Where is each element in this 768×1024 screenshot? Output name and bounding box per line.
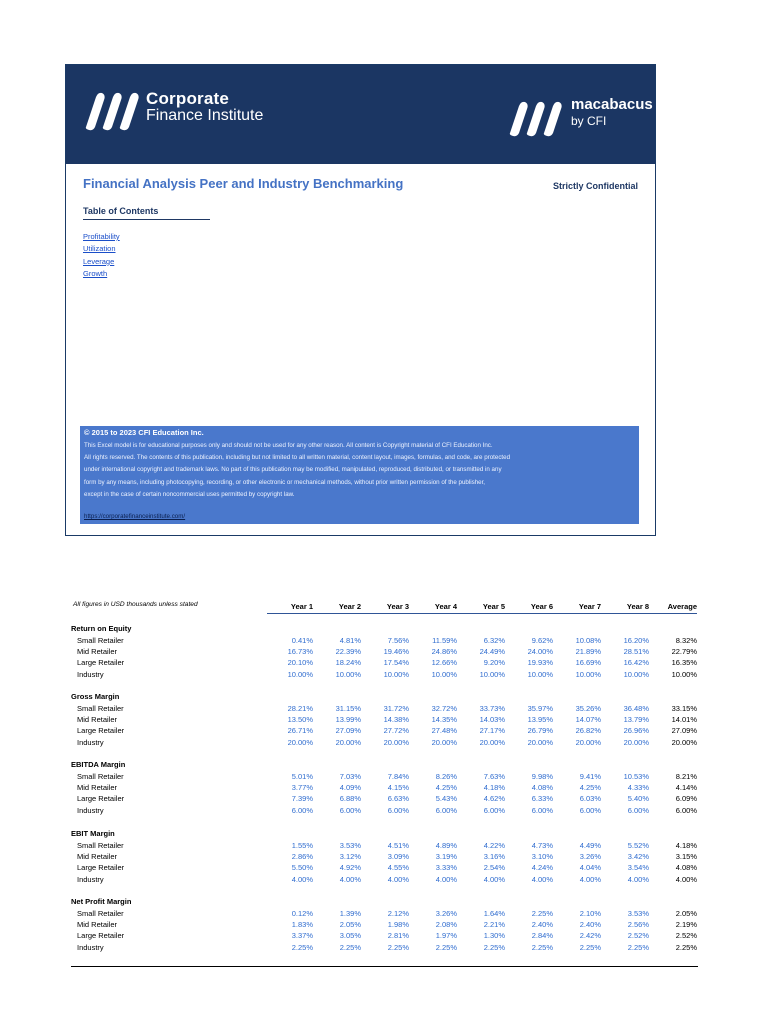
- value-cell: 14.03%: [479, 714, 505, 724]
- row-label: Small Retailer: [77, 908, 124, 918]
- value-cell: 24.49%: [479, 646, 505, 656]
- row-label: Small Retailer: [77, 703, 124, 713]
- value-cell: 26.71%: [287, 726, 313, 736]
- value-cell: 5.43%: [435, 794, 457, 804]
- value-cell: 4.00%: [627, 874, 649, 884]
- section-title: EBITDA Margin: [71, 760, 126, 769]
- column-header: Year 3: [386, 602, 409, 611]
- average-cell: 8.21%: [675, 771, 697, 781]
- column-header: Year 1: [290, 602, 313, 611]
- value-cell: 26.96%: [623, 726, 649, 736]
- value-cell: 18.24%: [335, 658, 361, 668]
- average-cell: 2.05%: [675, 908, 697, 918]
- value-cell: 3.54%: [627, 863, 649, 873]
- row-label: Industry: [77, 942, 104, 952]
- value-cell: 4.92%: [339, 863, 361, 873]
- value-cell: 28.51%: [623, 646, 649, 656]
- value-cell: 10.00%: [335, 669, 361, 679]
- value-cell: 33.73%: [479, 703, 505, 713]
- value-cell: 6.00%: [387, 805, 409, 815]
- value-cell: 27.17%: [479, 726, 505, 736]
- value-cell: 26.79%: [527, 726, 553, 736]
- column-header: Year 8: [626, 602, 649, 611]
- table-row: [71, 636, 698, 647]
- value-cell: 4.51%: [387, 840, 409, 850]
- value-cell: 20.00%: [287, 737, 313, 747]
- average-cell: 2.19%: [675, 919, 697, 929]
- value-cell: 6.63%: [387, 794, 409, 804]
- toc-title: Table of Contents: [83, 206, 210, 220]
- value-cell: 1.98%: [387, 919, 409, 929]
- value-cell: 22.39%: [335, 646, 361, 656]
- value-cell: 0.41%: [291, 635, 313, 645]
- average-cell: 27.09%: [671, 726, 697, 736]
- value-cell: 1.97%: [435, 931, 457, 941]
- cfi-logo-icon: [82, 87, 142, 133]
- average-cell: 22.79%: [671, 646, 697, 656]
- table-row: [71, 647, 698, 658]
- table-row: [71, 772, 698, 783]
- value-cell: 2.52%: [627, 931, 649, 941]
- average-cell: 6.09%: [675, 794, 697, 804]
- value-cell: 9.98%: [531, 771, 553, 781]
- value-cell: 14.35%: [431, 714, 457, 724]
- value-cell: 6.00%: [291, 805, 313, 815]
- value-cell: 3.42%: [627, 851, 649, 861]
- legal-line: except in the case of certain noncommercial uses permitted by copyright law.: [84, 490, 295, 498]
- value-cell: 9.20%: [483, 658, 505, 668]
- section-title: Gross Margin: [71, 692, 120, 701]
- table-row: [71, 841, 698, 852]
- value-cell: 4.33%: [627, 782, 649, 792]
- value-cell: 31.72%: [383, 703, 409, 713]
- row-label: Industry: [77, 874, 104, 884]
- value-cell: 10.00%: [575, 669, 601, 679]
- value-cell: 3.19%: [435, 851, 457, 861]
- value-cell: 5.40%: [627, 794, 649, 804]
- row-label: Industry: [77, 805, 104, 815]
- row-label: Large Retailer: [77, 863, 125, 873]
- value-cell: 4.18%: [483, 782, 505, 792]
- cfi-name-line2: Finance Institute: [146, 107, 264, 124]
- average-cell: 10.00%: [671, 669, 697, 679]
- value-cell: 4.81%: [339, 635, 361, 645]
- value-cell: 6.33%: [531, 794, 553, 804]
- value-cell: 5.50%: [291, 863, 313, 873]
- value-cell: 7.03%: [339, 771, 361, 781]
- average-cell: 2.52%: [675, 931, 697, 941]
- units-note: All figures in USD thousands unless stated: [73, 601, 198, 608]
- row-label: Mid Retailer: [77, 919, 118, 929]
- table-row: [71, 704, 698, 715]
- legal-line: All rights reserved. The contents of this publication, including but not limited to all written material, content layout, images, formulas, and code, are protected: [84, 454, 511, 462]
- value-cell: 20.00%: [431, 737, 457, 747]
- value-cell: 6.00%: [483, 805, 505, 815]
- value-cell: 9.41%: [579, 771, 601, 781]
- row-label: Large Retailer: [77, 726, 125, 736]
- row-label: Mid Retailer: [77, 646, 118, 656]
- value-cell: 20.00%: [623, 737, 649, 747]
- value-cell: 4.00%: [579, 874, 601, 884]
- value-cell: 2.25%: [387, 942, 409, 952]
- row-label: Large Retailer: [77, 794, 125, 804]
- value-cell: 9.62%: [531, 635, 553, 645]
- average-cell: 33.15%: [671, 703, 697, 713]
- value-cell: 3.16%: [483, 851, 505, 861]
- value-cell: 4.00%: [387, 874, 409, 884]
- column-header-row: [267, 601, 697, 614]
- table-row: [71, 863, 698, 874]
- average-cell: 20.00%: [671, 737, 697, 747]
- row-label: Small Retailer: [77, 635, 124, 645]
- legal-line: form by any means, including photocopying, recording, or other electronic or mechanical methods, without prior written permission of the publisher,: [84, 478, 486, 486]
- legal-line: This Excel model is for educational purposes only and should not be used for any other reason. All content is Copyright material of CFI Education Inc.: [84, 442, 493, 449]
- row-label: Mid Retailer: [77, 851, 118, 861]
- confidential-label: Strictly Confidential: [552, 181, 638, 191]
- value-cell: 2.25%: [435, 942, 457, 952]
- value-cell: 3.09%: [387, 851, 409, 861]
- row-label: Small Retailer: [77, 771, 124, 781]
- value-cell: 2.54%: [483, 863, 505, 873]
- value-cell: 35.26%: [575, 703, 601, 713]
- row-label: Large Retailer: [77, 931, 125, 941]
- value-cell: 16.20%: [623, 635, 649, 645]
- value-cell: 2.21%: [483, 919, 505, 929]
- value-cell: 5.01%: [291, 771, 313, 781]
- value-cell: 21.89%: [575, 646, 601, 656]
- value-cell: 6.03%: [579, 794, 601, 804]
- table-row: [71, 783, 698, 794]
- row-label: Mid Retailer: [77, 782, 118, 792]
- row-label: Large Retailer: [77, 658, 125, 668]
- value-cell: 13.50%: [287, 714, 313, 724]
- value-cell: 7.56%: [387, 635, 409, 645]
- value-cell: 2.81%: [387, 931, 409, 941]
- header-banner: [66, 65, 655, 164]
- value-cell: 10.00%: [287, 669, 313, 679]
- average-cell: 4.00%: [675, 874, 697, 884]
- value-cell: 4.25%: [435, 782, 457, 792]
- value-cell: 4.62%: [483, 794, 505, 804]
- value-cell: 27.72%: [383, 726, 409, 736]
- value-cell: 16.69%: [575, 658, 601, 668]
- table-row: [71, 875, 698, 886]
- value-cell: 1.30%: [483, 931, 505, 941]
- cover-page: [65, 64, 656, 536]
- value-cell: 4.00%: [483, 874, 505, 884]
- value-cell: 4.00%: [531, 874, 553, 884]
- value-cell: 19.46%: [383, 646, 409, 656]
- value-cell: 2.40%: [579, 919, 601, 929]
- value-cell: 7.39%: [291, 794, 313, 804]
- value-cell: 3.53%: [627, 908, 649, 918]
- value-cell: 1.64%: [483, 908, 505, 918]
- value-cell: 20.00%: [383, 737, 409, 747]
- table-row: [71, 794, 698, 805]
- value-cell: 10.00%: [431, 669, 457, 679]
- value-cell: 3.26%: [579, 851, 601, 861]
- column-header: Year 4: [434, 602, 457, 611]
- value-cell: 1.83%: [291, 919, 313, 929]
- value-cell: 14.07%: [575, 714, 601, 724]
- value-cell: 20.00%: [527, 737, 553, 747]
- table-row: [71, 806, 698, 817]
- value-cell: 10.00%: [623, 669, 649, 679]
- value-cell: 4.89%: [435, 840, 457, 850]
- value-cell: 1.55%: [291, 840, 313, 850]
- value-cell: 24.00%: [527, 646, 553, 656]
- table-row: [71, 738, 698, 749]
- macabacus-logo-icon: [508, 97, 568, 137]
- cfi-name-line1: Corporate: [146, 89, 230, 108]
- table-row: [71, 670, 698, 681]
- value-cell: 20.00%: [575, 737, 601, 747]
- macabacus-name: macabacus: [571, 96, 653, 113]
- document-title: Financial Analysis Peer and Industry Benchmarking: [83, 176, 404, 191]
- value-cell: 10.00%: [527, 669, 553, 679]
- value-cell: 4.00%: [291, 874, 313, 884]
- value-cell: 28.21%: [287, 703, 313, 713]
- value-cell: 2.25%: [483, 942, 505, 952]
- value-cell: 2.12%: [387, 908, 409, 918]
- value-cell: 2.08%: [435, 919, 457, 929]
- value-cell: 2.25%: [291, 942, 313, 952]
- value-cell: 6.32%: [483, 635, 505, 645]
- average-cell: 6.00%: [675, 805, 697, 815]
- legal-text: [84, 440, 634, 501]
- average-cell: 16.35%: [671, 658, 697, 668]
- value-cell: 24.86%: [431, 646, 457, 656]
- section-title: EBIT Margin: [71, 829, 115, 838]
- toc-link-leverage[interactable]: Leverage: [83, 256, 115, 266]
- value-cell: 4.73%: [531, 840, 553, 850]
- value-cell: 32.72%: [431, 703, 457, 713]
- column-header: Average: [667, 602, 697, 611]
- toc-link-profitability[interactable]: Profitability: [83, 232, 120, 241]
- value-cell: 10.53%: [623, 771, 649, 781]
- table-row: [71, 715, 698, 726]
- table-row: [71, 658, 698, 669]
- value-cell: 3.37%: [291, 931, 313, 941]
- column-header: Year 7: [578, 602, 601, 611]
- value-cell: 6.00%: [627, 805, 649, 815]
- value-cell: 2.56%: [627, 919, 649, 929]
- average-cell: 3.15%: [675, 851, 697, 861]
- value-cell: 13.95%: [527, 714, 553, 724]
- average-cell: 4.08%: [675, 863, 697, 873]
- table-row: [71, 909, 698, 920]
- value-cell: 19.93%: [527, 658, 553, 668]
- value-cell: 2.05%: [339, 919, 361, 929]
- value-cell: 6.00%: [435, 805, 457, 815]
- value-cell: 10.00%: [479, 669, 505, 679]
- value-cell: 4.00%: [339, 874, 361, 884]
- macabacus-byline: by CFI: [571, 114, 607, 128]
- column-header: Year 6: [530, 602, 553, 611]
- value-cell: 4.04%: [579, 863, 601, 873]
- section-title: Return on Equity: [71, 624, 132, 633]
- toc-link-utilization[interactable]: Utilization: [83, 244, 116, 254]
- value-cell: 4.09%: [339, 782, 361, 792]
- value-cell: 4.24%: [531, 863, 553, 873]
- value-cell: 31.15%: [335, 703, 361, 713]
- table-row: [71, 726, 698, 737]
- value-cell: 2.42%: [579, 931, 601, 941]
- value-cell: 4.00%: [435, 874, 457, 884]
- value-cell: 14.38%: [383, 714, 409, 724]
- value-cell: 2.10%: [579, 908, 601, 918]
- website-link[interactable]: https://corporatefinanceinstitute.com/: [84, 513, 186, 520]
- legal-line: under international copyright and trademark laws. No part of this publication may be modified, manipulated, reproduced, distributed, or transmitted in any: [84, 466, 502, 474]
- value-cell: 35.97%: [527, 703, 553, 713]
- value-cell: 3.05%: [339, 931, 361, 941]
- value-cell: 11.59%: [432, 635, 457, 645]
- value-cell: 4.49%: [579, 840, 601, 850]
- value-cell: 6.00%: [531, 805, 553, 815]
- row-label: Mid Retailer: [77, 714, 118, 724]
- average-cell: 4.18%: [675, 840, 697, 850]
- value-cell: 10.00%: [383, 669, 409, 679]
- value-cell: 16.73%: [287, 646, 313, 656]
- value-cell: 10.08%: [575, 635, 601, 645]
- row-label: Small Retailer: [77, 840, 124, 850]
- table-bottom-rule: [71, 966, 698, 967]
- value-cell: 20.00%: [335, 737, 361, 747]
- value-cell: 2.84%: [531, 931, 553, 941]
- value-cell: 26.82%: [575, 726, 601, 736]
- value-cell: 6.88%: [339, 794, 361, 804]
- value-cell: 4.15%: [387, 782, 409, 792]
- value-cell: 36.48%: [623, 703, 649, 713]
- value-cell: 5.52%: [627, 840, 649, 850]
- row-label: Industry: [77, 737, 104, 747]
- value-cell: 27.48%: [431, 726, 457, 736]
- value-cell: 6.00%: [339, 805, 361, 815]
- section-title: Net Profit Margin: [71, 897, 132, 906]
- average-cell: 8.32%: [675, 635, 697, 645]
- table-row: [71, 943, 698, 954]
- column-header: Year 2: [338, 602, 361, 611]
- copyright-line: © 2015 to 2023 CFI Education Inc.: [84, 428, 204, 437]
- average-cell: 2.25%: [675, 942, 697, 952]
- value-cell: 3.12%: [339, 851, 361, 861]
- value-cell: 12.66%: [431, 658, 457, 668]
- value-cell: 2.86%: [291, 851, 313, 861]
- value-cell: 4.55%: [387, 863, 409, 873]
- value-cell: 4.25%: [579, 782, 601, 792]
- value-cell: 3.77%: [291, 782, 313, 792]
- average-cell: 14.01%: [671, 714, 697, 724]
- value-cell: 7.63%: [483, 771, 505, 781]
- average-cell: 4.14%: [675, 782, 697, 792]
- toc-link-growth[interactable]: Growth: [83, 269, 108, 279]
- value-cell: 1.39%: [339, 908, 361, 918]
- value-cell: 7.84%: [387, 771, 409, 781]
- column-header: Year 5: [482, 602, 505, 611]
- value-cell: 27.09%: [335, 726, 361, 736]
- value-cell: 20.00%: [479, 737, 505, 747]
- table-row: [71, 931, 698, 942]
- value-cell: 17.54%: [383, 658, 409, 668]
- value-cell: 2.25%: [531, 908, 553, 918]
- value-cell: 2.40%: [531, 919, 553, 929]
- value-cell: 3.26%: [435, 908, 457, 918]
- value-cell: 2.25%: [579, 942, 601, 952]
- value-cell: 2.25%: [531, 942, 553, 952]
- value-cell: 13.79%: [623, 714, 649, 724]
- value-cell: 4.08%: [531, 782, 553, 792]
- value-cell: 2.25%: [339, 942, 361, 952]
- table-row: [71, 852, 698, 863]
- value-cell: 20.10%: [287, 658, 313, 668]
- value-cell: 3.33%: [435, 863, 457, 873]
- value-cell: 2.25%: [627, 942, 649, 952]
- table-row: [71, 920, 698, 931]
- table-of-contents: [83, 231, 120, 281]
- value-cell: 16.42%: [623, 658, 649, 668]
- value-cell: 4.22%: [483, 840, 505, 850]
- value-cell: 0.12%: [291, 908, 313, 918]
- value-cell: 13.99%: [335, 714, 361, 724]
- value-cell: 3.53%: [339, 840, 361, 850]
- value-cell: 3.10%: [531, 851, 553, 861]
- legal-notice: [80, 426, 639, 524]
- value-cell: 6.00%: [579, 805, 601, 815]
- value-cell: 8.26%: [435, 771, 457, 781]
- row-label: Industry: [77, 669, 104, 679]
